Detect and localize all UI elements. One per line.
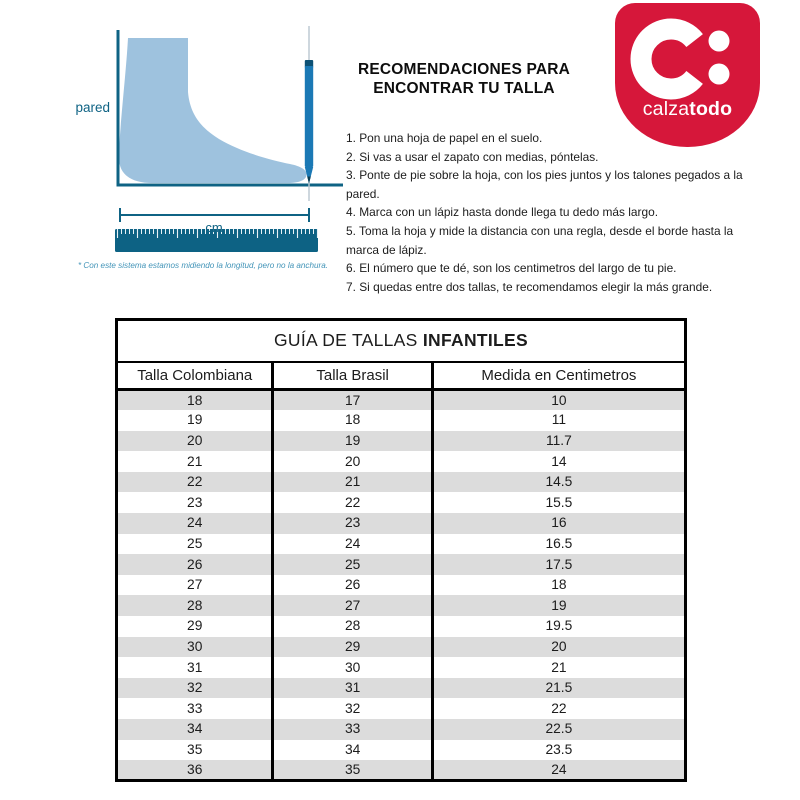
measurement-footnote: * Con este sistema estamos midiendo la longitud, pero no la anchura. [78,261,328,270]
column-header-talla-colombiana: Talla Colombiana [117,362,273,390]
recommendations-title-line1: RECOMENDACIONES PARA [357,61,571,78]
size-table-cell: 34 [273,740,432,761]
size-table-title-bold: INFANTILES [422,330,528,351]
size-table-cell: 20 [187,433,203,449]
size-table-cell: 24 [432,760,685,781]
size-table-row [117,513,686,534]
pared-label: pared [75,100,110,115]
size-table-cell: 18 [273,410,432,431]
size-table-cell: 14.5 [432,472,685,493]
size-table-cell: 32 [273,698,432,719]
size-table-cell: 28 [273,616,432,637]
size-table-cell: 36 [187,761,203,777]
column-header-talla-brasil: Talla Brasil [273,362,432,390]
size-table-cell: 14 [432,451,685,472]
size-table-cell: 23 [273,513,432,534]
size-table-cell: 22 [432,698,685,719]
size-table-row [117,554,686,575]
size-table-cell: 11.7 [432,431,685,452]
size-table-row [117,472,686,493]
size-table-cell: 19 [432,595,685,616]
recommendations-list [346,129,758,296]
foot-silhouette [119,38,307,183]
recommendation-item: 5. Toma la hoja y mide la distancia con una regla, desde el borde hasta la marca de lápiz. [346,223,734,257]
size-table-cell: 29 [187,618,203,634]
recommendation-item: 4. Marca con un lápiz hasta donde llega tu dedo más largo. [346,205,658,220]
calzatodo-logo [615,3,760,147]
column-header-medida-centimetros: Medida en Centimetros [432,362,685,390]
size-table-row [117,575,686,596]
recommendation-item: 2. Si vas a usar el zapato con medias, póntelas. [346,149,599,164]
size-table-cell: 24 [187,515,203,531]
size-table-cell: 17.5 [432,554,685,575]
size-table-cell: 35 [273,760,432,781]
size-table-cell: 17 [273,390,432,411]
size-table-row [117,534,686,555]
size-table-cell: 25 [187,536,203,552]
size-table-cell: 25 [273,554,432,575]
size-table-row [117,760,686,781]
recommendation-item: 1. Pon una hoja de papel en el suelo. [346,131,543,145]
size-table-cell: 23.5 [432,740,685,761]
size-table-row [117,740,686,761]
size-table-cell: 22 [187,474,203,490]
size-table-cell: 21 [432,657,685,678]
size-table-cell: 19 [273,431,432,452]
size-table-cell: 10 [432,390,685,411]
recommendation-item: 3. Ponte de pie sobre la hoja, con los pies juntos y los talones pegados a la pared. [346,168,743,201]
pencil-icon [305,60,313,184]
recommendation-item: 6. El número que te dé, son los centimetros del largo de tu pie. [346,261,677,276]
size-table-cell: 21.5 [432,678,685,699]
size-table-cell: 16 [432,513,685,534]
size-table-row [117,657,686,678]
size-table-row [117,637,686,658]
size-table-row [117,410,686,431]
size-table-cell: 21 [273,472,432,493]
size-table-cell: 19 [187,412,203,428]
size-table-row [117,492,686,513]
size-table-cell: 22 [273,492,432,513]
size-table-cell: 27 [273,595,432,616]
foot-measurement-illustration [60,20,360,290]
wordmark-calza: calza [642,98,690,120]
size-table-cell: 30 [187,639,203,655]
size-table-cell: 18 [187,392,203,408]
size-table-cell: 24 [273,534,432,555]
size-table-title [117,320,686,362]
size-table-body [117,390,686,781]
calzatodo-c-colon-icon [615,3,760,147]
size-table-cell: 31 [273,678,432,699]
size-table-cell: 19.5 [432,616,685,637]
size-table-row [117,678,686,699]
size-table-cell: 20 [432,637,685,658]
size-table-cell: 23 [187,494,203,510]
size-table-row [117,719,686,740]
size-table-cell: 34 [187,721,203,737]
size-table-row [117,390,686,411]
recommendations-title [346,60,582,98]
wordmark-todo: todo [689,98,733,120]
size-table-cell: 33 [273,719,432,740]
size-table-cell: 15.5 [432,492,685,513]
size-table-row [117,595,686,616]
size-table-cell: 16.5 [432,534,685,555]
size-table-row [117,616,686,637]
size-table-cell: 30 [273,657,432,678]
size-table-cell: 21 [187,453,203,469]
size-table-cell: 27 [187,577,203,593]
size-table-cell: 26 [187,556,203,572]
size-table [115,318,687,782]
cm-label: cm [205,220,223,235]
size-table-cell: 32 [187,680,203,696]
size-table-cell: 11 [432,410,685,431]
size-table-cell: 20 [273,451,432,472]
size-table-row [117,431,686,452]
size-table-cell: 29 [273,637,432,658]
size-table-title-regular: GUÍA DE TALLAS [274,330,418,351]
size-table-cell: 18 [432,575,685,596]
size-table-row [117,698,686,719]
size-table-cell: 28 [187,597,203,613]
recommendation-item: 7. Si quedas entre dos tallas, te recomendamos elegir la más grande. [346,279,713,294]
size-table-cell: 31 [187,659,203,675]
size-table-cell: 35 [187,741,203,757]
size-table-cell: 22.5 [432,719,685,740]
size-table-cell: 33 [187,700,203,716]
size-table-cell: 26 [273,575,432,596]
calzatodo-wordmark [615,98,760,121]
size-table-row [117,451,686,472]
recommendations-title-line2: ENCONTRAR TU TALLA [373,80,555,97]
